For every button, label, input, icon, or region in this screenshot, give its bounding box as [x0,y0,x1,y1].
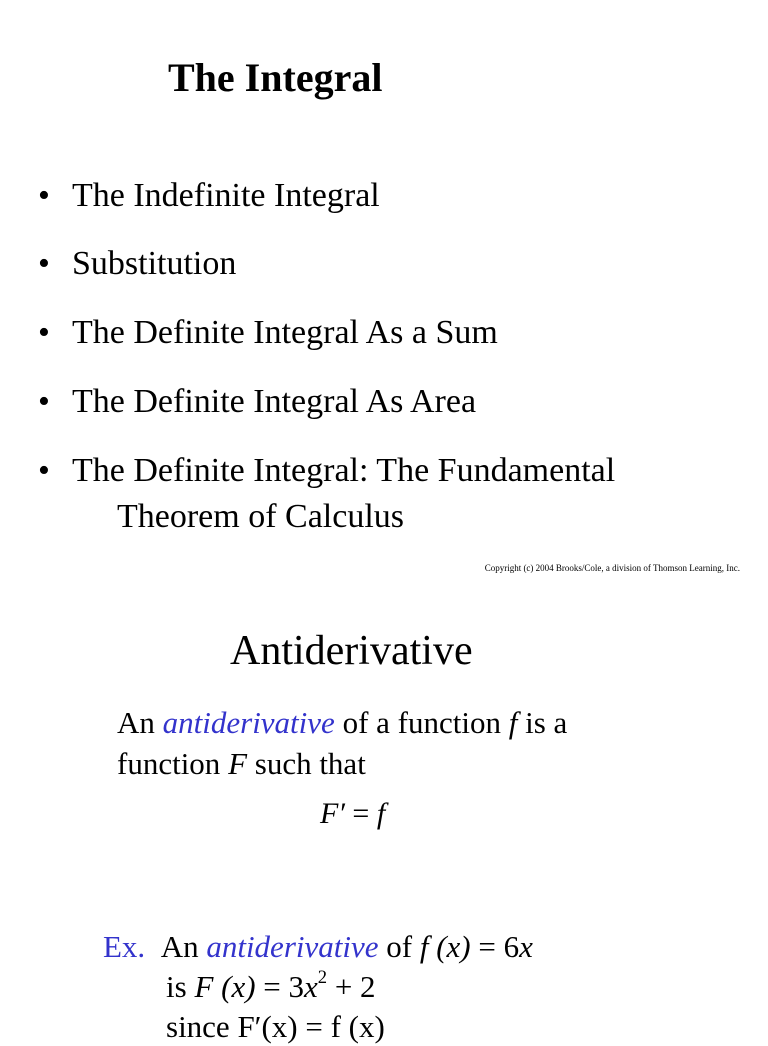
bullet-text: The Indefinite Integral [72,177,380,214]
bullet-item [38,382,476,422]
F-expression-mid: = 3 [255,969,305,1004]
copyright-notice: Copyright (c) 2004 Brooks/Cole, a division of Thomson Learning, Inc. [484,563,740,573]
text: such that [247,746,366,781]
text: An [117,705,163,740]
bullet-icon: • [38,383,50,420]
bullet-item [38,451,615,491]
slide2-title: Antiderivative [230,628,473,674]
F-expression-exponent: 2 [317,967,328,989]
definition-line-2 [117,745,366,783]
F-expression-end: + 2 [327,969,376,1004]
F-expression-lhs: F (x) [194,969,256,1004]
bullet-icon: • [38,177,50,214]
formula-lhs: F′ [320,797,345,830]
bullet-text: The Definite Integral As Area [72,383,477,420]
bullet-item [38,244,236,284]
F-expression-x: x [304,969,318,1004]
bullet-continuation: Theorem of Calculus [117,498,405,535]
f-expression-lhs: f (x) [419,929,471,964]
text: of [378,929,420,964]
definition-line-1 [117,704,567,742]
formula-rhs: f [376,797,386,830]
bullet-item [38,313,498,353]
symbol-F: F [228,746,247,781]
f-expression-x: x [519,929,533,964]
text: An [160,929,207,964]
example-line-1 [103,928,533,966]
text: is a [517,705,568,740]
bullet-text: The Definite Integral As a Sum [72,314,498,351]
example-line-3-partial: since F′(x) = f (x) [166,1009,385,1044]
definition-formula [320,796,385,832]
slide1-title: The Integral [168,55,383,100]
bullet-icon: • [38,452,50,489]
bullet-icon: • [38,245,50,282]
text: of a function [334,705,509,740]
formula-eq: = [344,797,377,830]
bullet-icon: • [38,314,50,351]
example-label: Ex. [103,929,146,964]
text: is [166,969,195,1004]
symbol-f: f [508,705,518,740]
text: function [117,746,229,781]
term-antiderivative: antiderivative [206,929,379,964]
bullet-text: The Definite Integral: The Fundamental [72,452,616,489]
term-antiderivative: antiderivative [162,705,335,740]
bullet-text: Substitution [72,245,237,282]
f-expression-eq: = 6 [470,929,520,964]
example-line-2 [166,968,376,1006]
bullet-item [38,176,380,216]
